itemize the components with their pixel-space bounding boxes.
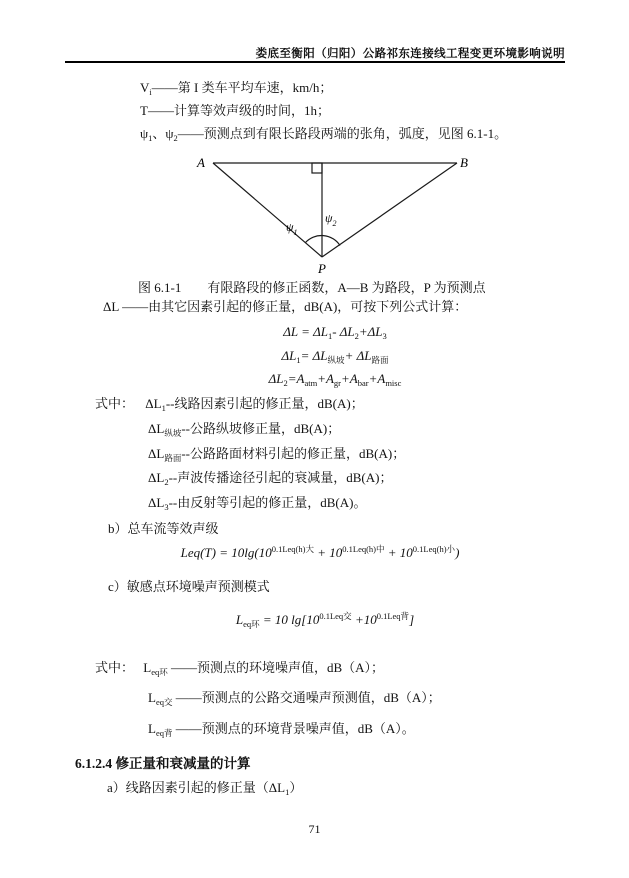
definition-line-psi: $\psi_1$、$\psi_2——$预测点到有限长路段两端的张角，弧度，见图 6.1-1。 <box>140 126 508 143</box>
definition-line-t: T——计算等效声级的时间，1h； <box>140 103 330 118</box>
list2-row-1 <box>95 660 384 677</box>
subheading-b: b）总车流等效声级 <box>108 521 219 536</box>
formula-delta-l: $\Delta L = \Delta L_1-$ $\Delta L_2+\Delta L_3$ <box>283 324 387 341</box>
vertex-label-p: P <box>318 261 326 276</box>
formula-leq-env: $L_{eq环} = 10$ $\lg[10^{0.1Leq交} +10^{0.1Leq背}]$ <box>235 611 415 629</box>
subheading-a: a）线路因素引起的修正量$(\Delta L_1)$ <box>107 780 303 797</box>
segment-ap <box>213 163 322 257</box>
list1-item: $\Delta L_{路面}--$公路路面材料引起的修正量，dB(A)； <box>148 446 406 463</box>
angle-label-psi1: $\psi_1$ <box>286 220 298 237</box>
formula-delta-l1: $\Delta L_1= \Delta L_{纵坡}+ \Delta L_{路面}$ <box>281 348 389 365</box>
right-angle-mark <box>312 163 322 173</box>
section-heading-6124: 6.1.2.4 修正量和衰减量的计算 <box>75 756 251 771</box>
segment-bp <box>322 163 457 257</box>
list2-item: $L_{eq环}$ ——预测点的环境噪声值，dB（A）； <box>143 660 385 677</box>
list2-prefix: 式中： <box>95 660 135 675</box>
angle-label-psi2: $\psi_2$ <box>325 211 337 228</box>
list2-item: $L_{eq背}$ ——预测点的环境背景噪声值，dB（A）。 <box>148 721 415 738</box>
delta-l-intro: ΔL ——由其它因素引起的修正量，dB(A)，可按下列公式计算： <box>103 299 468 314</box>
list1-item: $\Delta L_3--$由反射等引起的修正量，dB(A)。 <box>148 495 367 512</box>
list1-item: $\Delta L_1--$线路因素引起的修正量，dB(A)； <box>145 396 364 413</box>
list1-prefix: 式中： <box>95 396 135 411</box>
formula-delta-l2: $\Delta L_2=A_{atm}+A_{gr}+A_{bar}+A_{misc}$ <box>268 371 402 388</box>
figure-caption: 图 6.1-1 有限路段的修正函数，A—B 为路段，P 为预测点 <box>138 280 486 295</box>
header-rule <box>65 61 565 63</box>
list1-item: $\Delta L_2--$声波传播途径引起的衰减量，dB(A)； <box>148 470 393 487</box>
definition-line-vi: $V_i——$第 I 类车平均车速，km/h； <box>140 80 333 97</box>
page-number: 71 <box>308 822 321 836</box>
formula-leq-t: $Leq(T) = 10\lg(10^{0.1Leq(h)大} + 10^{0.1Leq(h)中} + 10^{0.1Leq(h)小})$ <box>180 544 460 560</box>
vertex-label-b: B <box>460 155 468 170</box>
angle-arc <box>306 236 341 246</box>
vertex-label-a: A <box>197 155 205 170</box>
subheading-c: c）敏感点环境噪声预测模式 <box>108 579 270 594</box>
figure-6-1-1-diagram <box>185 150 480 278</box>
list2-item: $L_{eq交}$ ——预测点的公路交通噪声预测值，dB（A）； <box>148 690 441 707</box>
list1-row-1 <box>95 396 364 413</box>
list1-item: $\Delta L_{纵坡}--$公路纵坡修正量，dB(A)； <box>148 421 341 438</box>
page-header-title: 娄底至衡阳（归阳）公路祁东连接线工程变更环境影响说明 <box>255 48 565 60</box>
